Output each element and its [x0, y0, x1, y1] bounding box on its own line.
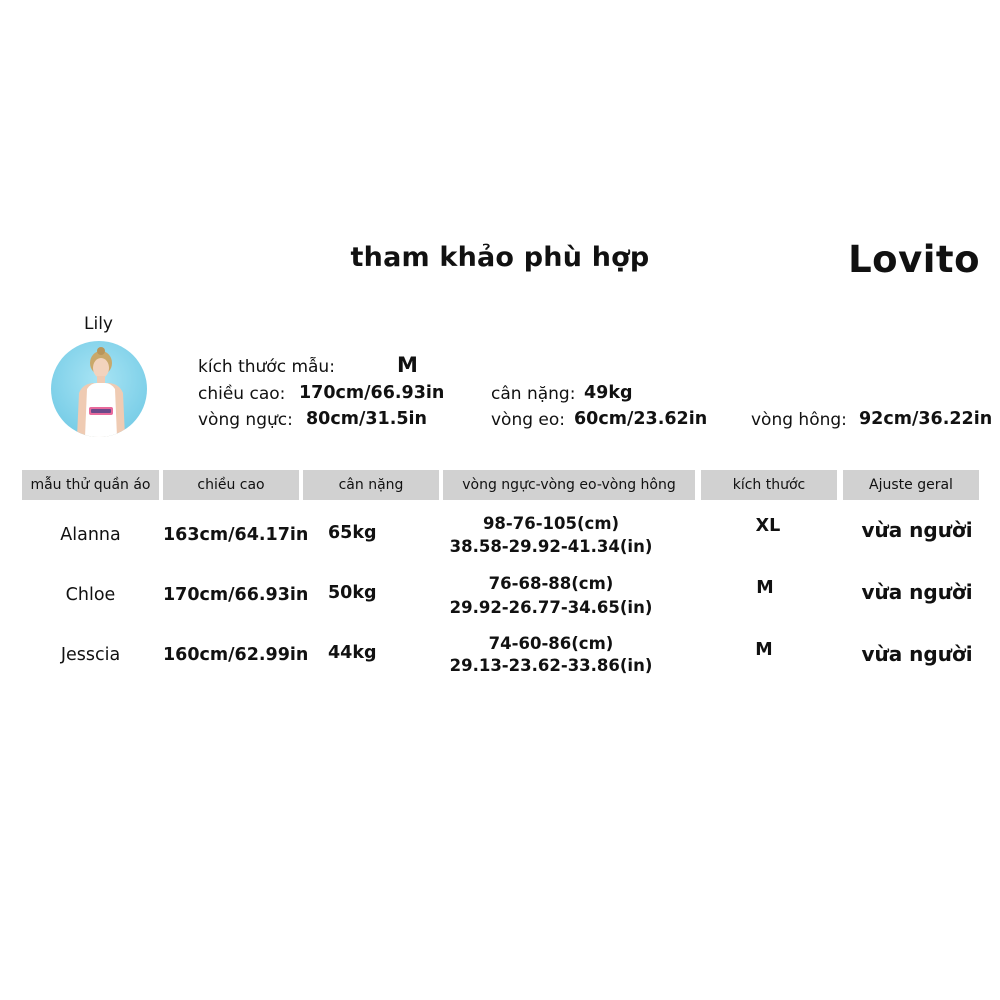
row-size: M: [756, 578, 774, 598]
row-size: XL: [755, 516, 781, 536]
model-bust-value: 80cm/31.5in: [306, 409, 427, 429]
model-photo-icon: [51, 341, 147, 437]
row-size: M: [755, 640, 773, 660]
row-measurements-in: 38.58-29.92-41.34(in): [449, 537, 653, 556]
model-size-label: kích thước mẫu:: [198, 357, 335, 377]
row-height: 170cm/66.93in: [163, 585, 309, 605]
avatar: [51, 341, 147, 437]
row-measurements-cm: 74-60-86(cm): [488, 634, 614, 653]
model-hip-label: vòng hông:: [751, 410, 847, 430]
row-name: Chloe: [65, 585, 116, 605]
table-header: [22, 470, 980, 500]
header-fit: Ajuste geral: [843, 470, 979, 500]
page-title: tham khảo phù hợp: [350, 242, 650, 273]
row-measurements-in: 29.92-26.77-34.65(in): [449, 598, 653, 617]
brand-logo: Lovito: [848, 238, 980, 281]
row-measurements-cm: 98-76-105(cm): [482, 514, 620, 533]
row-measurements-in: 29.13-23.62-33.86(in): [449, 656, 653, 675]
row-fit: vừa người: [861, 580, 973, 604]
model-bust-label: vòng ngực:: [198, 410, 293, 430]
row-fit: vừa người: [861, 518, 973, 542]
featured-model-name: Lily: [84, 314, 113, 334]
model-waist-label: vòng eo:: [491, 410, 566, 430]
row-weight: 44kg: [328, 643, 377, 663]
row-height: 163cm/64.17in: [163, 525, 309, 545]
model-height-value: 170cm/66.93in: [299, 383, 445, 403]
model-weight-label: cân nặng:: [491, 384, 576, 404]
row-fit: vừa người: [861, 642, 973, 666]
header-measurements: vòng ngực-vòng eo-vòng hông: [443, 470, 695, 500]
header-size: kích thước: [701, 470, 837, 500]
row-weight: 65kg: [328, 523, 377, 543]
row-weight: 50kg: [328, 583, 377, 603]
row-height: 160cm/62.99in: [163, 645, 309, 665]
model-weight-value: 49kg: [584, 383, 633, 403]
row-name: Alanna: [60, 525, 121, 545]
model-hip-value: 92cm/36.22in: [859, 409, 993, 429]
row-measurements-cm: 76-68-88(cm): [488, 574, 614, 593]
header-height: chiều cao: [163, 470, 299, 500]
header-weight: cân nặng: [303, 470, 439, 500]
model-size-value: M: [397, 353, 418, 377]
header-model: mẫu thử quần áo: [22, 470, 159, 500]
model-waist-value: 60cm/23.62in: [574, 409, 708, 429]
row-name: Jesscia: [60, 645, 121, 665]
model-height-label: chiều cao:: [198, 384, 286, 404]
